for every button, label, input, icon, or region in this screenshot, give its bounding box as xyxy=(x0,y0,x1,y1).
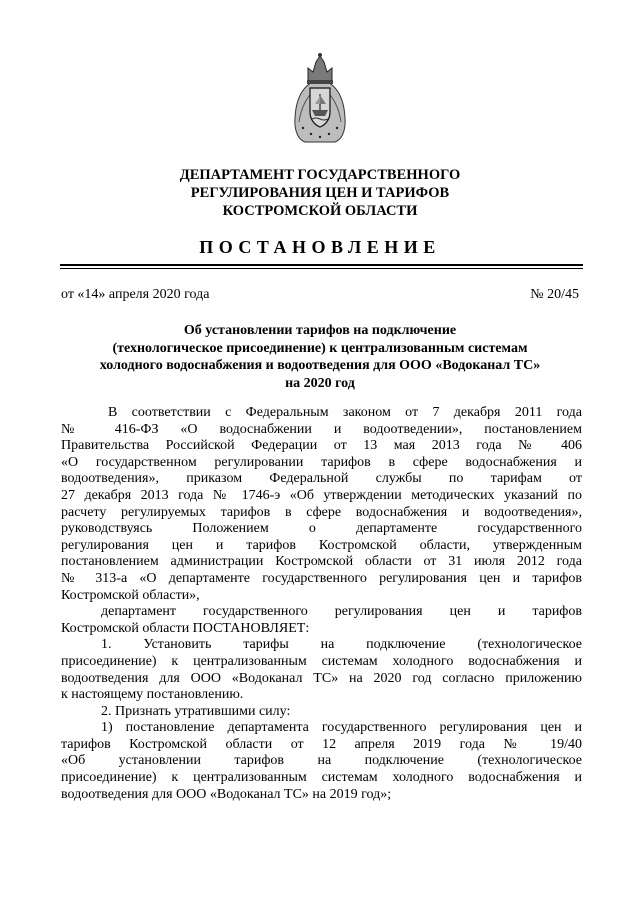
document-date: от «14» апреля 2020 года xyxy=(61,287,210,302)
body-line: № 416-ФЗ «О водоснабжении и водоотведении», постановлением xyxy=(61,421,582,437)
body-line: постановлением администрации Костромской области от 31 июля 2012 года xyxy=(61,554,582,570)
coat-of-arms-icon xyxy=(291,52,349,144)
department-name-line: РЕГУЛИРОВАНИЯ ЦЕН И ТАРИФОВ xyxy=(190,185,450,201)
subject-line: (технологическое присоединение) к централизованным системам xyxy=(112,340,528,356)
body-line: Костромской области», xyxy=(61,587,200,603)
body-line: 1. Установить тарифы на подключение (технологическое xyxy=(101,637,582,653)
body-line: водоотведения для ООО «Водоканал ТС» на 2020 год согласно приложению xyxy=(61,670,582,686)
body-line: 27 декабря 2013 года № 1746-э «Об утверждении методических указаний по xyxy=(61,487,582,503)
heading-divider-thin xyxy=(60,268,583,269)
document-body xyxy=(61,405,582,803)
document-subject xyxy=(0,322,640,392)
body-line: расчету регулируемых тарифов в сфере водоснабжения и водоотведения», xyxy=(61,504,582,520)
heading-divider xyxy=(60,264,583,266)
body-line: присоединение) к централизованным системам холодного водоснабжения и xyxy=(61,770,582,786)
body-line: департамент государственного регулирования цен и тарифов xyxy=(101,604,582,620)
department-name-line: ДЕПАРТАМЕНТ ГОСУДАРСТВЕННОГО xyxy=(179,167,461,183)
body-line: «О государственном регулировании тарифов в сфере водоснабжения и xyxy=(61,454,582,470)
body-line: к настоящему постановлению. xyxy=(61,687,244,703)
body-line: регулирования цен и тарифов Костромской области, утвержденным xyxy=(61,537,582,553)
body-line: присоединение) к централизованным системам холодного водоснабжения и xyxy=(61,653,582,669)
subject-line: на 2020 год xyxy=(285,375,355,391)
body-line: руководствуясь Положением о департаменте государственного xyxy=(61,521,582,537)
subject-line: Об установлении тарифов на подключение xyxy=(183,323,457,338)
body-line: № 313-а «О департаменте государственного регулирования цен и тарифов xyxy=(61,570,582,586)
body-line: Костромской области ПОСТАНОВЛЯЕТ: xyxy=(61,620,310,636)
department-name-line: КОСТРОМСКОЙ ОБЛАСТИ xyxy=(222,203,418,219)
subject-line: холодного водоснабжения и водоотведения для ООО «Водоканал ТС» xyxy=(99,358,541,373)
body-line: «Об установлении тарифов на подключение (технологическое xyxy=(61,753,582,769)
body-line: тарифов Костромской области от 12 апреля 2019 года № 19/40 xyxy=(61,736,582,752)
body-line: водоотведения», приказом Федеральной службы по тарифам от xyxy=(61,471,582,487)
body-line: 2. Признать утратившими силу: xyxy=(101,703,291,719)
body-line: 1) постановление департамента государственного регулирования цен и xyxy=(101,720,582,736)
department-name xyxy=(0,166,640,220)
document-type-heading: ПОСТАНОВЛЕНИЕ xyxy=(199,237,441,257)
body-line: Правительства Российской Федерации от 13 мая 2013 года № 406 xyxy=(61,438,582,454)
body-line: В соответствии с Федеральным законом от 7 декабря 2011 года xyxy=(108,405,582,420)
body-line: водоотведения для ООО «Водоканал ТС» на 2019 год»; xyxy=(61,786,392,802)
document-number: № 20/45 xyxy=(530,287,579,302)
